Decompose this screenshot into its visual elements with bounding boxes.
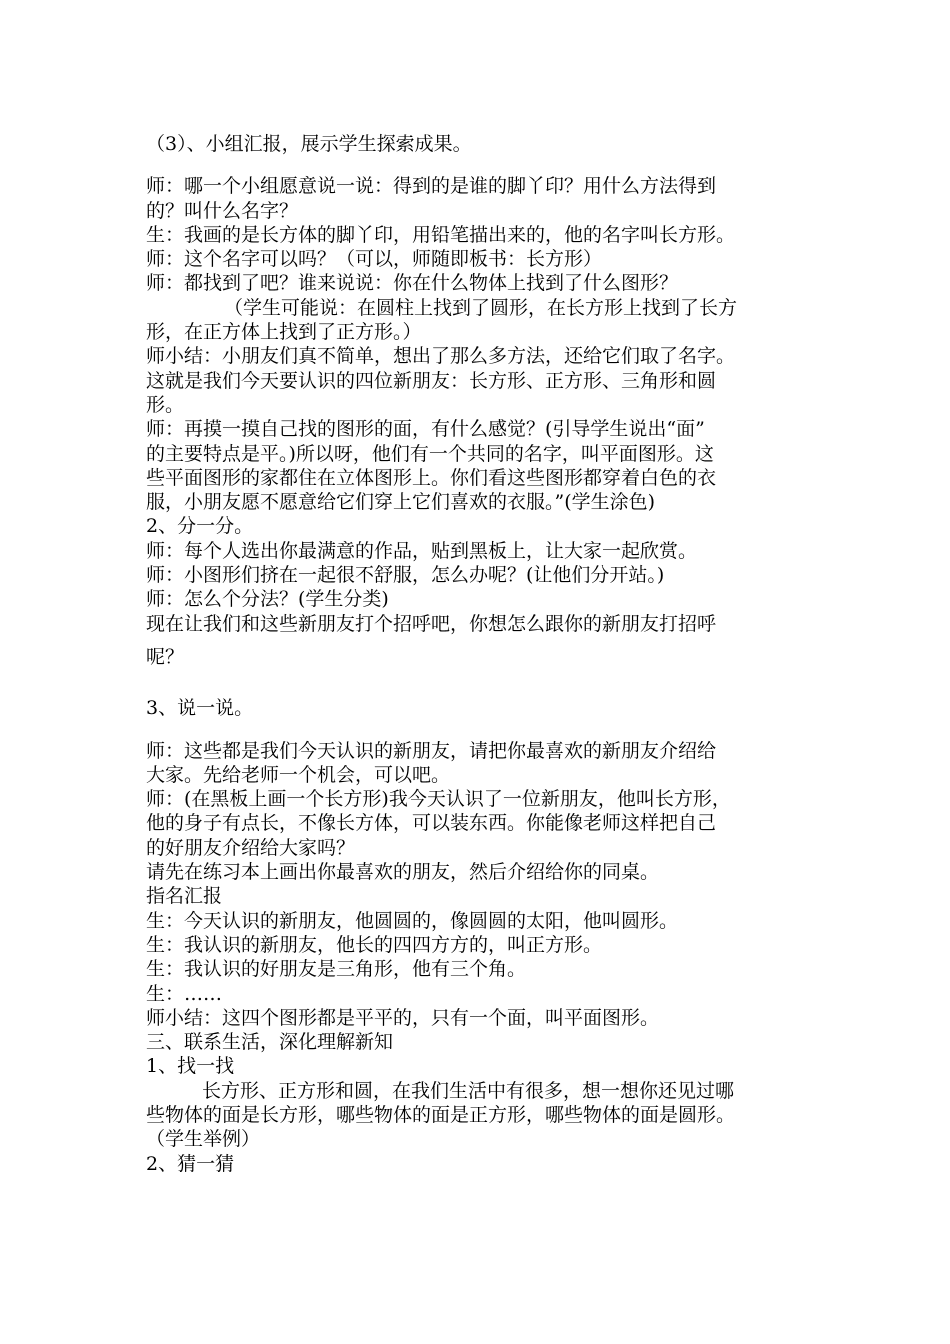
paragraph-line: 生：……: [146, 982, 223, 1005]
paragraph-line: 师小结：这四个图形都是平平的，只有一个面，叫平面图形。: [146, 1006, 660, 1029]
paragraph-line: 生：我认识的新朋友，他长的四四方方的，叫正方形。: [146, 933, 603, 956]
paragraph-line: 形。: [146, 393, 185, 416]
document-body: [146, 132, 816, 1176]
section-heading: （3）、小组汇报，展示学生探索成果。: [146, 133, 472, 155]
paragraph-line: 师：这些都是我们今天认识的新朋友，请把你最喜欢的新朋友介绍给: [146, 739, 717, 762]
paragraph-line: 呢？: [146, 645, 185, 668]
paragraph-line: 师：都找到了吧？谁来说说：你在什么物体上找到了什么图形？: [146, 272, 679, 295]
paragraph-line: 生：今天认识的新朋友，他圆圆的，像圆圆的太阳，他叫圆形。: [146, 909, 679, 932]
paragraph-line: 的主要特点是平。)所以呀，他们有一个共同的名字，叫平面图形。这: [146, 442, 714, 465]
paragraph-line: 服，小朋友愿不愿意给它们穿上它们喜欢的衣服。”(学生涂色): [146, 491, 656, 514]
paragraph-line: 的？叫什么名字？: [146, 199, 299, 222]
paragraph-line: 师：怎么个分法？(学生分类): [146, 588, 389, 611]
paragraph-line: 的好朋友介绍给大家吗？: [146, 836, 356, 859]
paragraph-line: 师小结：小朋友们真不简单，想出了那么多方法，还给它们取了名字。: [146, 345, 736, 368]
paragraph-line: 师：小图形们挤在一起很不舒服，怎么办呢？(让他们分开站。): [146, 564, 665, 587]
paragraph-line: 师：每个人选出你最满意的作品，贴到黑板上，让大家一起欣赏。: [146, 539, 698, 562]
paragraph-line: 大家。先给老师一个机会，可以吧。: [146, 763, 451, 786]
section-heading: 2、分一分。: [146, 515, 254, 538]
paragraph-line: 师：再摸一摸自己找的图形的面，有什么感觉？(引导学生说出“面”: [146, 418, 705, 441]
paragraph-line: 师：这个名字可以吗？（可以，师随即板书：长方形）: [146, 248, 603, 271]
paragraph-line: （学生可能说：在圆柱上找到了圆形，在长方形上找到了长方: [224, 296, 738, 319]
paragraph-line: 形，在正方体上找到了正方形。）: [146, 321, 422, 344]
section-heading: 1、找一找: [146, 1055, 235, 1078]
paragraph-line: 些物体的面是长方形，哪些物体的面是正方形，哪些物体的面是圆形。: [146, 1103, 736, 1126]
paragraph-line: 些平面图形的家都住在立体图形上。你们看这些图形都穿着白色的衣: [146, 466, 717, 489]
section-heading: 三、联系生活，深化理解新知: [146, 1031, 394, 1054]
paragraph-line: 生：我认识的好朋友是三角形，他有三个角。: [146, 958, 527, 981]
section-heading: 2、猜一猜: [146, 1152, 235, 1175]
paragraph-line: 长方形、正方形和圆，在我们生活中有很多，想一想你还见过哪: [202, 1079, 735, 1102]
paragraph-line: 师：哪一个小组愿意说一说：得到的是谁的脚丫印？用什么方法得到: [146, 175, 717, 198]
paragraph-line: 生：我画的是长方体的脚丫印，用铅笔描出来的，他的名字叫长方形。: [146, 223, 736, 246]
paragraph-line: 指名汇报: [146, 885, 223, 908]
paragraph-line: （学生举例）: [146, 1128, 261, 1151]
paragraph-line: 请先在练习本上画出你最喜欢的朋友，然后介绍给你的同桌。: [146, 861, 660, 884]
paragraph-line: 这就是我们今天要认识的四位新朋友：长方形、正方形、三角形和圆: [146, 369, 717, 392]
section-heading: 3、说一说。: [146, 697, 254, 720]
paragraph-line: 现在让我们和这些新朋友打个招呼吧，你想怎么跟你的新朋友打招呼: [146, 612, 717, 635]
paragraph-line: 他的身子有点长，不像长方体，可以装东西。你能像老师这样把自己: [146, 812, 717, 835]
paragraph-line: 师：(在黑板上画一个长方形)我今天认识了一位新朋友，他叫长方形，: [146, 788, 731, 811]
